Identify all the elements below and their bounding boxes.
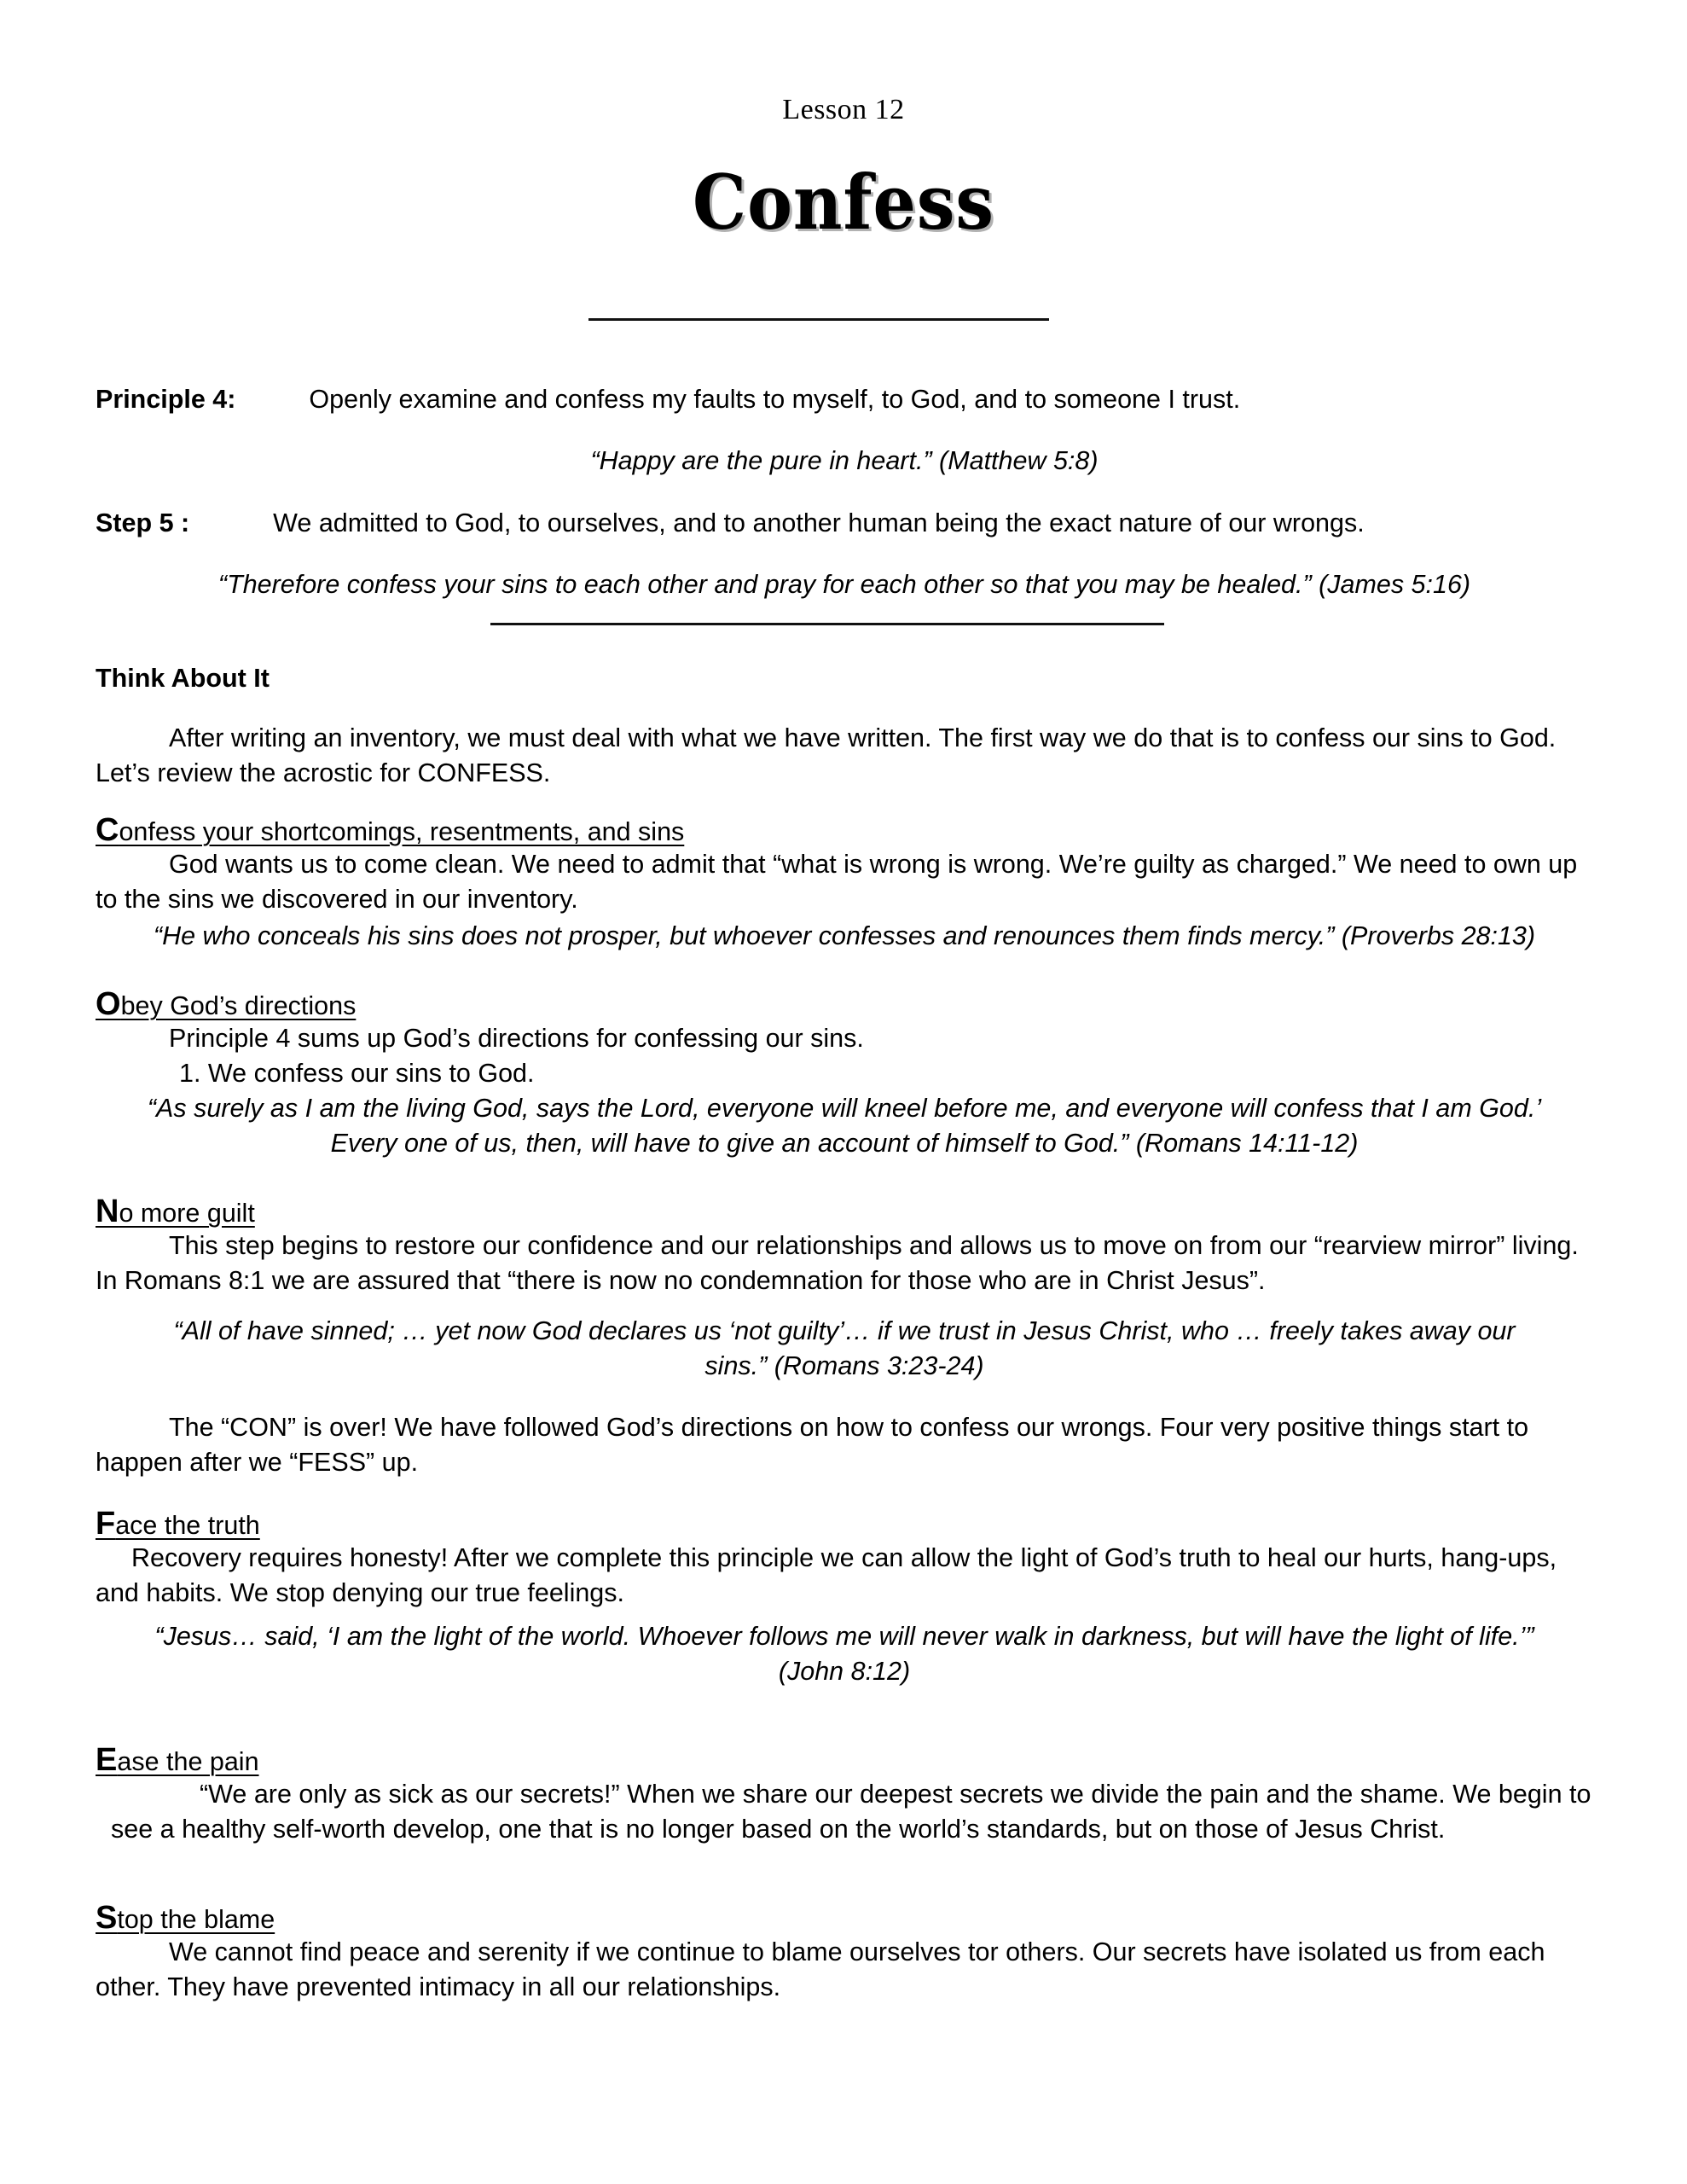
no-more-guilt-verse-line-1: “All of have sinned; … yet now God declares us ‘not guilty’… if we trust in Jesus Christ, who … freely takes away our: [173, 1316, 1516, 1345]
acrostic-heading-stop: [96, 1901, 1593, 1937]
acrostic-heading-confess: [96, 813, 1593, 850]
divider-top: [588, 318, 1049, 321]
no-more-guilt-paragraph: This step begins to restore our confidence and our relationships and allows us to move on from our “rearview mirror” living. In Romans 8:1 we are assured that “there is now no condemnation for those who are in Christ Jesus”.: [96, 1231, 1579, 1295]
acrostic-heading-no-more-guilt: [96, 1194, 1593, 1231]
obey-list-item-1: 1. We confess our sins to God.: [179, 1059, 535, 1088]
confess-verse: “He who conceals his sins does not prosper, but whoever confesses and renounces them finds mercy.” (Proverbs 28:13): [153, 921, 1536, 950]
obey-verse-line-1: “As surely as I am the living God, says the Lord, everyone will kneel before me, and everyone will confess that I am God.’: [147, 1094, 1542, 1123]
ease-paragraph: “We are only as sick as our secrets!” When we share our deepest secrets we divide the pain and the shame. We begin to see a healthy self-worth develop, one that is no longer based on the world’s standards, but on those of Jesus Christ.: [111, 1780, 1591, 1844]
think-about-it-paragraph: After writing an inventory, we must deal with what we have written. The first way we do that is to confess our sins to God. Let’s review the acrostic for CONFESS.: [96, 723, 1557, 787]
acrostic-heading-face: [96, 1507, 1593, 1543]
acrostic-rest-no-more-guilt: o more guilt: [119, 1199, 255, 1228]
confess-paragraph: God wants us to come clean. We need to admit that “what is wrong is wrong. We’re guilty as charged.” We need to own up to the sins we discovered in our inventory.: [96, 850, 1578, 914]
face-verse-line-1: “Jesus… said, ‘I am the light of the world. Whoever follows me will never walk in darkness, but will have the light of life.’”: [154, 1622, 1534, 1651]
acrostic-rest-ease: ase the pain: [117, 1747, 259, 1776]
acrostic-cap-o: O: [96, 986, 121, 1022]
principle-label: Principle 4:: [96, 385, 236, 414]
obey-paragraph: Principle 4 sums up God’s directions for confessing our sins.: [169, 1024, 864, 1053]
acrostic-heading-obey: [96, 987, 1593, 1024]
stop-paragraph: We cannot find peace and serenity if we continue to blame ourselves tor others. Our secrets have isolated us from each other. They have prevented intimacy in all our relationships.: [96, 1937, 1545, 2001]
acrostic-cap-e: E: [96, 1742, 118, 1778]
acrostic-rest-stop: top the blame: [117, 1905, 275, 1934]
acrostic-cap-c: C: [96, 812, 119, 848]
acrostic-rest-obey: bey God’s directions: [120, 991, 357, 1020]
principle-text: Openly examine and confess my faults to myself, to God, and to someone I trust.: [309, 385, 1241, 414]
think-about-it-heading: Think About It: [96, 664, 270, 693]
face-verse-line-2: (John 8:12): [778, 1657, 911, 1686]
obey-verse-line-2: Every one of us, then, will have to give an account of himself to God.” (Romans 14:11-12): [330, 1129, 1359, 1158]
face-paragraph: Recovery requires honesty! After we complete this principle we can allow the light of God’s truth to heal our hurts, hang-ups, and habits. We stop denying our true feelings.: [96, 1543, 1557, 1607]
acrostic-cap-s: S: [96, 1900, 118, 1936]
principle-verse: “Happy are the pure in heart.” (Matthew 5:8): [590, 446, 1099, 475]
step-text: We admitted to God, to ourselves, and to another human being the exact nature of our wrongs.: [273, 508, 1365, 537]
page-title: Confess: [693, 158, 994, 247]
principle-row: [96, 382, 1593, 417]
step-verse: “Therefore confess your sins to each other and pray for each other so that you may be healed.” (James 5:16): [217, 570, 1471, 599]
no-more-guilt-closing-paragraph: The “CON” is over! We have followed God’s directions on how to confess our wrongs. Four very positive things start to happen after we “FESS” up.: [96, 1413, 1529, 1477]
no-more-guilt-verse-line-2: sins.” (Romans 3:23-24): [704, 1351, 984, 1380]
step-row: [96, 506, 1593, 541]
acrostic-cap-f: F: [96, 1506, 116, 1542]
acrostic-rest-face: ace the truth: [115, 1511, 260, 1540]
lesson-label: Lesson 12: [782, 94, 905, 125]
acrostic-rest-confess: onfess your shortcomings, resentments, and sins: [119, 817, 685, 846]
acrostic-cap-n: N: [96, 1194, 119, 1229]
divider-middle: [490, 623, 1164, 625]
step-label: Step 5 :: [96, 508, 190, 537]
acrostic-heading-ease: [96, 1743, 1593, 1780]
